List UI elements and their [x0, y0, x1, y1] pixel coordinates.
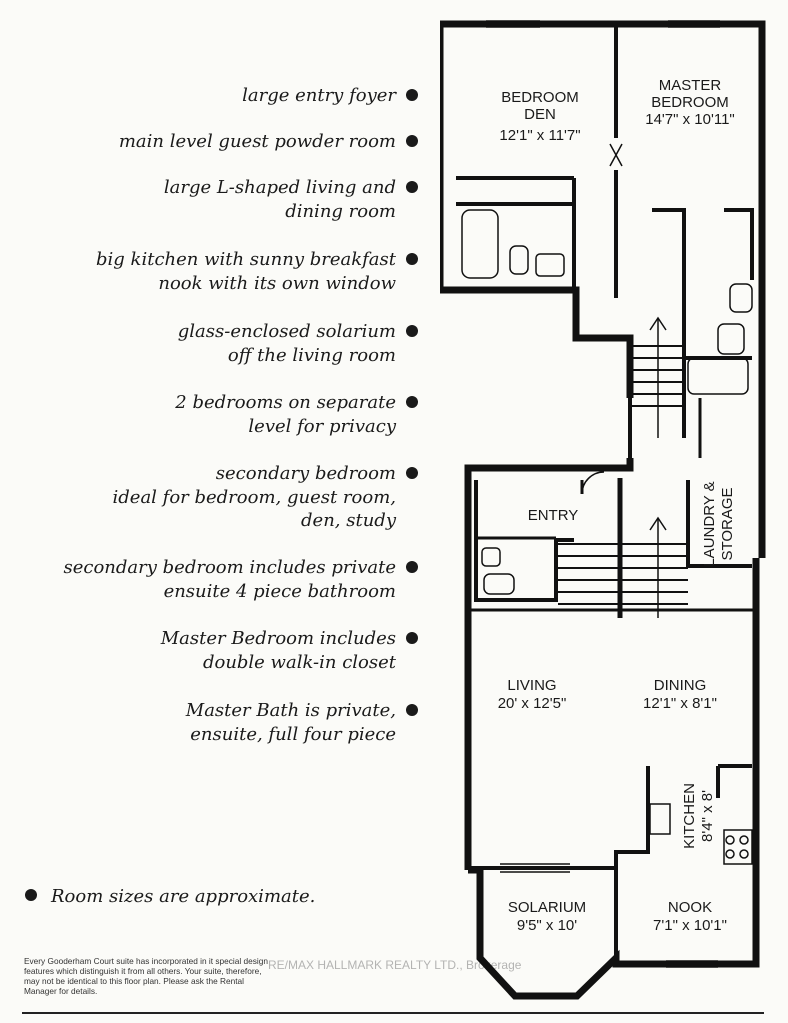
- feature-line: big kitchen with sunny breakfast: [96, 249, 396, 270]
- feature-item: [0, 556, 418, 603]
- feature-line: secondary bedroom includes private: [63, 557, 396, 578]
- feature-item: [0, 248, 418, 295]
- room-bedroom-den: [499, 89, 580, 144]
- toilet-icon: [510, 246, 528, 274]
- bathtub-icon: [462, 210, 498, 278]
- floor-plan: [440, 18, 770, 1010]
- sink-icon: [650, 804, 670, 834]
- feature-line: dining room: [285, 200, 396, 222]
- feature-item: [0, 130, 418, 154]
- room-name: DEN: [524, 106, 556, 123]
- room-name: NOOK: [667, 899, 713, 916]
- feature-item: [0, 84, 418, 108]
- room-name: STORAGE: [719, 487, 736, 561]
- bathtub-icon: [688, 358, 748, 394]
- feature-line: 2 bedrooms on separate: [175, 392, 396, 413]
- feature-item: [0, 699, 418, 746]
- feature-line: ideal for bedroom, guest room,: [112, 486, 396, 508]
- toilet-icon: [484, 574, 514, 594]
- bullet-icon: [406, 181, 418, 193]
- room-name: SOLARIUM: [507, 899, 587, 916]
- room-name: MASTER: [658, 77, 722, 94]
- room-kitchen: [681, 783, 716, 849]
- feature-line: glass-enclosed solarium: [177, 321, 396, 342]
- feature-line: den, study: [301, 510, 396, 531]
- room-name: ENTRY: [527, 507, 579, 524]
- bullet-icon: [406, 325, 418, 337]
- bullet-icon: [406, 89, 418, 101]
- watermark: RE/MAX HALLMARK REALTY LTD., Brokerage: [268, 958, 522, 972]
- upper-stairs: [630, 346, 684, 406]
- feature-line: large L-shaped living and: [163, 177, 396, 198]
- bullet-icon: [406, 253, 418, 265]
- room-dining: [643, 677, 717, 712]
- feature-line: off the living room: [227, 344, 396, 366]
- room-size: 14'7" x 10'11": [645, 111, 735, 128]
- room-name: BEDROOM: [651, 94, 729, 111]
- room-size: 12'1" x 8'1": [643, 695, 717, 712]
- feature-line: level for privacy: [248, 415, 396, 437]
- feature-line: nook with its own window: [158, 272, 396, 294]
- bottom-divider: [22, 1012, 764, 1014]
- room-solarium: [508, 899, 586, 934]
- feature-line: Master Bath is private,: [185, 700, 396, 721]
- bullet-icon: [25, 889, 37, 901]
- sink-icon: [482, 548, 500, 566]
- feature-line: main level guest powder room: [118, 131, 396, 152]
- feature-line: ensuite, full four piece: [190, 723, 396, 745]
- feature-line: secondary bedroom: [215, 463, 396, 484]
- room-size: 9'5" x 10': [516, 917, 578, 934]
- room-name: LAUNDRY &: [701, 481, 718, 567]
- bullet-icon: [406, 396, 418, 408]
- feature-line: Master Bedroom includes: [160, 628, 396, 649]
- feature-item: [0, 320, 418, 367]
- room-size: 12'1" x 11'7": [499, 127, 581, 144]
- sink-icon: [730, 284, 752, 312]
- stair-arrows: [650, 318, 666, 618]
- bullet-icon: [406, 467, 418, 479]
- lower-stairs: [558, 478, 688, 618]
- room-entry: [528, 507, 579, 524]
- bullet-icon: [406, 632, 418, 644]
- feature-item: [0, 627, 418, 674]
- room-size: 20' x 12'5": [497, 695, 567, 712]
- room-name: BEDROOM: [501, 89, 579, 106]
- room-size: 8'4" x 8': [699, 790, 716, 842]
- sink-icon: [536, 254, 564, 276]
- bullet-icon: [406, 135, 418, 147]
- feature-line: double walk-in closet: [202, 651, 396, 673]
- disclaimer-text: Every Gooderham Court suite has incorporated in it special design features which distinguish it from all others. Your suite, therefore, may not be identical to this floor plan. Please ask the Rental Manager for details.: [24, 956, 268, 996]
- room-master-bedroom: [645, 77, 735, 128]
- feature-item: [0, 391, 418, 438]
- room-size-note-text: Room sizes are approximate.: [51, 886, 316, 907]
- feature-line: ensuite 4 piece bathroom: [163, 580, 396, 602]
- room-size-note: [25, 886, 315, 907]
- room-laundry: [701, 481, 736, 566]
- feature-item: [0, 462, 418, 533]
- bullet-icon: [406, 561, 418, 573]
- toilet-icon: [718, 324, 744, 354]
- room-size: 7'1" x 10'1": [653, 917, 727, 934]
- room-nook: [653, 899, 727, 934]
- room-name: LIVING: [507, 677, 557, 694]
- feature-item: [0, 176, 418, 223]
- room-living: [498, 677, 567, 712]
- feature-line: large entry foyer: [242, 85, 396, 106]
- bullet-icon: [406, 704, 418, 716]
- room-name: DINING: [653, 677, 707, 694]
- room-name: KITCHEN: [681, 783, 698, 849]
- stove-icon: [724, 830, 752, 864]
